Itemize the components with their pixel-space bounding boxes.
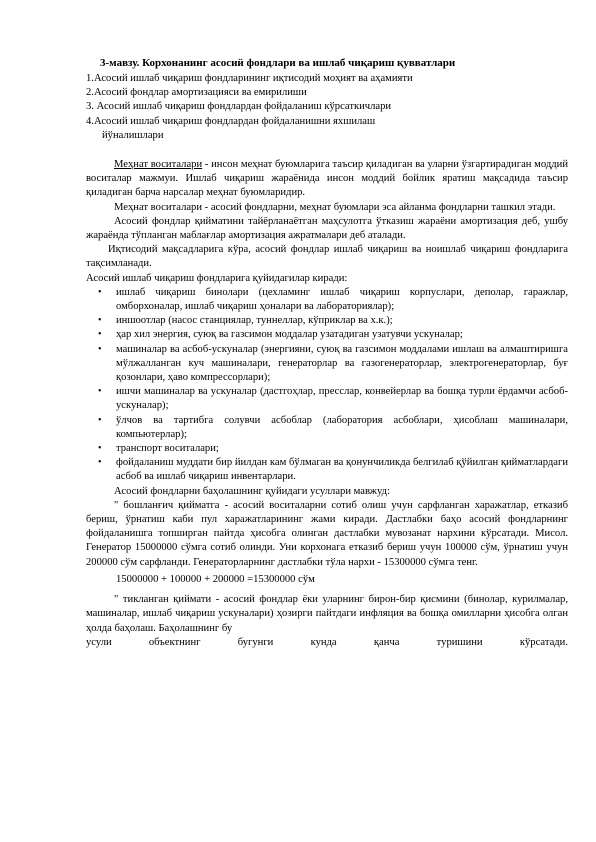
document-title: 3-мавзу. Корхонанинг асосий фондлари ва ишлаб чиқариш қувватлари [100,57,456,69]
list-item: • ишлаб чиқариш бинолари (цехламинг ишлаб чиқариш корпуслари, деполар, гаражлар, омборхоналар, ишлаб чиқариш ҳоналари ва лабораториялар); [98,286,568,313]
list-item: • ҳар хил энергия, суюқ ва газсимон моддалар узатадиган узатувчи ускуналар; [86,328,568,342]
definition-text: - инсон меҳнат буюмларига таъсир қиладиган ва уларни ўзгартирадиган моддий воситалар мажмуи. Ишлаб чиқариш жараёнида инсон моддий бойлик яратиш мақсадида таъсир қиладиган барча нарсалар меҳнат буюмларидир. [86,159,568,199]
bullet-icon: • [98,343,102,355]
bullet-icon: • [98,315,102,327]
paragraph-definition [86,158,568,201]
plan-item-2: 2.Асосий фондлар амортизацияси ва емирилиши [86,87,307,99]
paragraph-amortization: Асосий фондлар қийматини тайёрланаётган маҳсулотга ўтказиш жараёни амортизация деб, ушбу жараёнда тўпланган маблағлар амортизация ажратмалари деб аталади. [86,215,568,242]
paragraph-restored-value: " тикланган қиймати - асосий фондлар ёки уларнинг бирон-бир қисмини (бинолар, курилмалар, машиналар, ишлаб чиқариш ускуналари) ҳозирги пайтдаги инфляция ва бошқа омилларни ҳисобга олган ҳолда баҳолаш. Баҳолашнинг бу [86,594,568,634]
paragraph-economic-purpose: Иқтисодий мақсадларига кўра, асосий фондлар ишлаб чиқариш ва ноишлаб чиқариш фондларига тақсимланади. [86,244,568,270]
fixed-assets-list [86,286,568,485]
bullet-icon: • [98,414,102,426]
document-body [86,158,568,650]
paragraph-initial-value: " бошланғич қийматга - асосий воситаларни сотиб олиш учун сарфланган харажатлар, етказиб бериш, ўрнатиш каби пул харажатларининг жами киради. Дастлабки баҳо асосий фондларнинг фойдаланишга топширган пайтда ҳисобга олинган дастлабки мувозанат нархини кўрсатади. Мисол. Генератор 15000000 сўмга сотиб олинди. Уни корхонага етказиб бериш учун 100000 сўм, ўрнатиш учун 200000 сўм сарфланди. Генераторларнинг дастлабки тўла нархи - 15300000 сўмга тенг. [86,499,568,568]
paragraph-list-intro: Асосий ишлаб чиқариш фондларига қуйидагилар киради: [86,272,348,284]
bullet-icon: • [98,286,102,298]
bullet-icon: • [98,386,102,398]
topic-plan [86,72,556,143]
plan-item-4-continuation: йўналишлари [102,129,164,141]
list-item: • транспорт воситалари; [86,442,568,456]
paragraph-valuation-methods: Асосий фондларни баҳолашнинг қуйидаги усуллари мавжуд: [114,485,390,497]
list-item: • иншоотлар (насос станциялар, туннеллар, кўприклар ва х.к.); [86,314,568,328]
list-item: • машиналар ва асбоб-ускуналар (энергияни, суюқ ва газсимон моддалами ишлаш ва алмаштиришга мўлжалланган куч машиналари, генераторлар ва газогенераторлар, электрогенераторлар, буғ қозонлари, ҳаво компрессорлари); [98,343,568,384]
formula-initial-value: 15000000 + 100000 + 200000 =15300000 сўм [116,573,315,585]
paragraph-restored-value-end: усули объектнинг бугунги кунда қанча туришини кўрсатади. [86,636,568,648]
list-item: • ишчи машиналар ва ускуналар (дастгоҳлар, пресслар, конвейерлар ва бошқа турли ёрдамчи асбоб-ускуналар); [98,386,568,412]
bullet-icon: • [98,443,102,455]
list-item: • ўлчов ва тартибга солувчи асбоблар (лаборатория асбоблари, ҳисоблаш машиналари, компьютерлар); [98,414,568,440]
plan-item-1: 1.Асосий ишлаб чиқариш фондларининг иқтисодий моҳият ва аҳамияти [86,73,413,84]
paragraph-funds: Меҳнат воситалари - асосий фондларни, меҳнат буюмлари эса айланма фондларни ташкил этади. [114,201,556,213]
list-item: • фойдаланиш муддати бир йилдан кам бўлмаган ва қонунчиликда белгилаб қўйилган қийматлардаги асбоб ва ишлаб чиқариш инвентарлари. [98,457,568,483]
bullet-icon: • [98,329,102,341]
plan-item-4: 4.Асосий ишлаб чиқариш фондлардан фойдаланишни яхшилаш [86,115,376,127]
plan-item-3: 3. Асосий ишлаб чиқариш фондлардан фойдаланиш кўрсаткичлари [86,101,392,113]
term-labor-means: Меҳнат воситалари [114,159,203,170]
bullet-icon: • [98,457,102,469]
